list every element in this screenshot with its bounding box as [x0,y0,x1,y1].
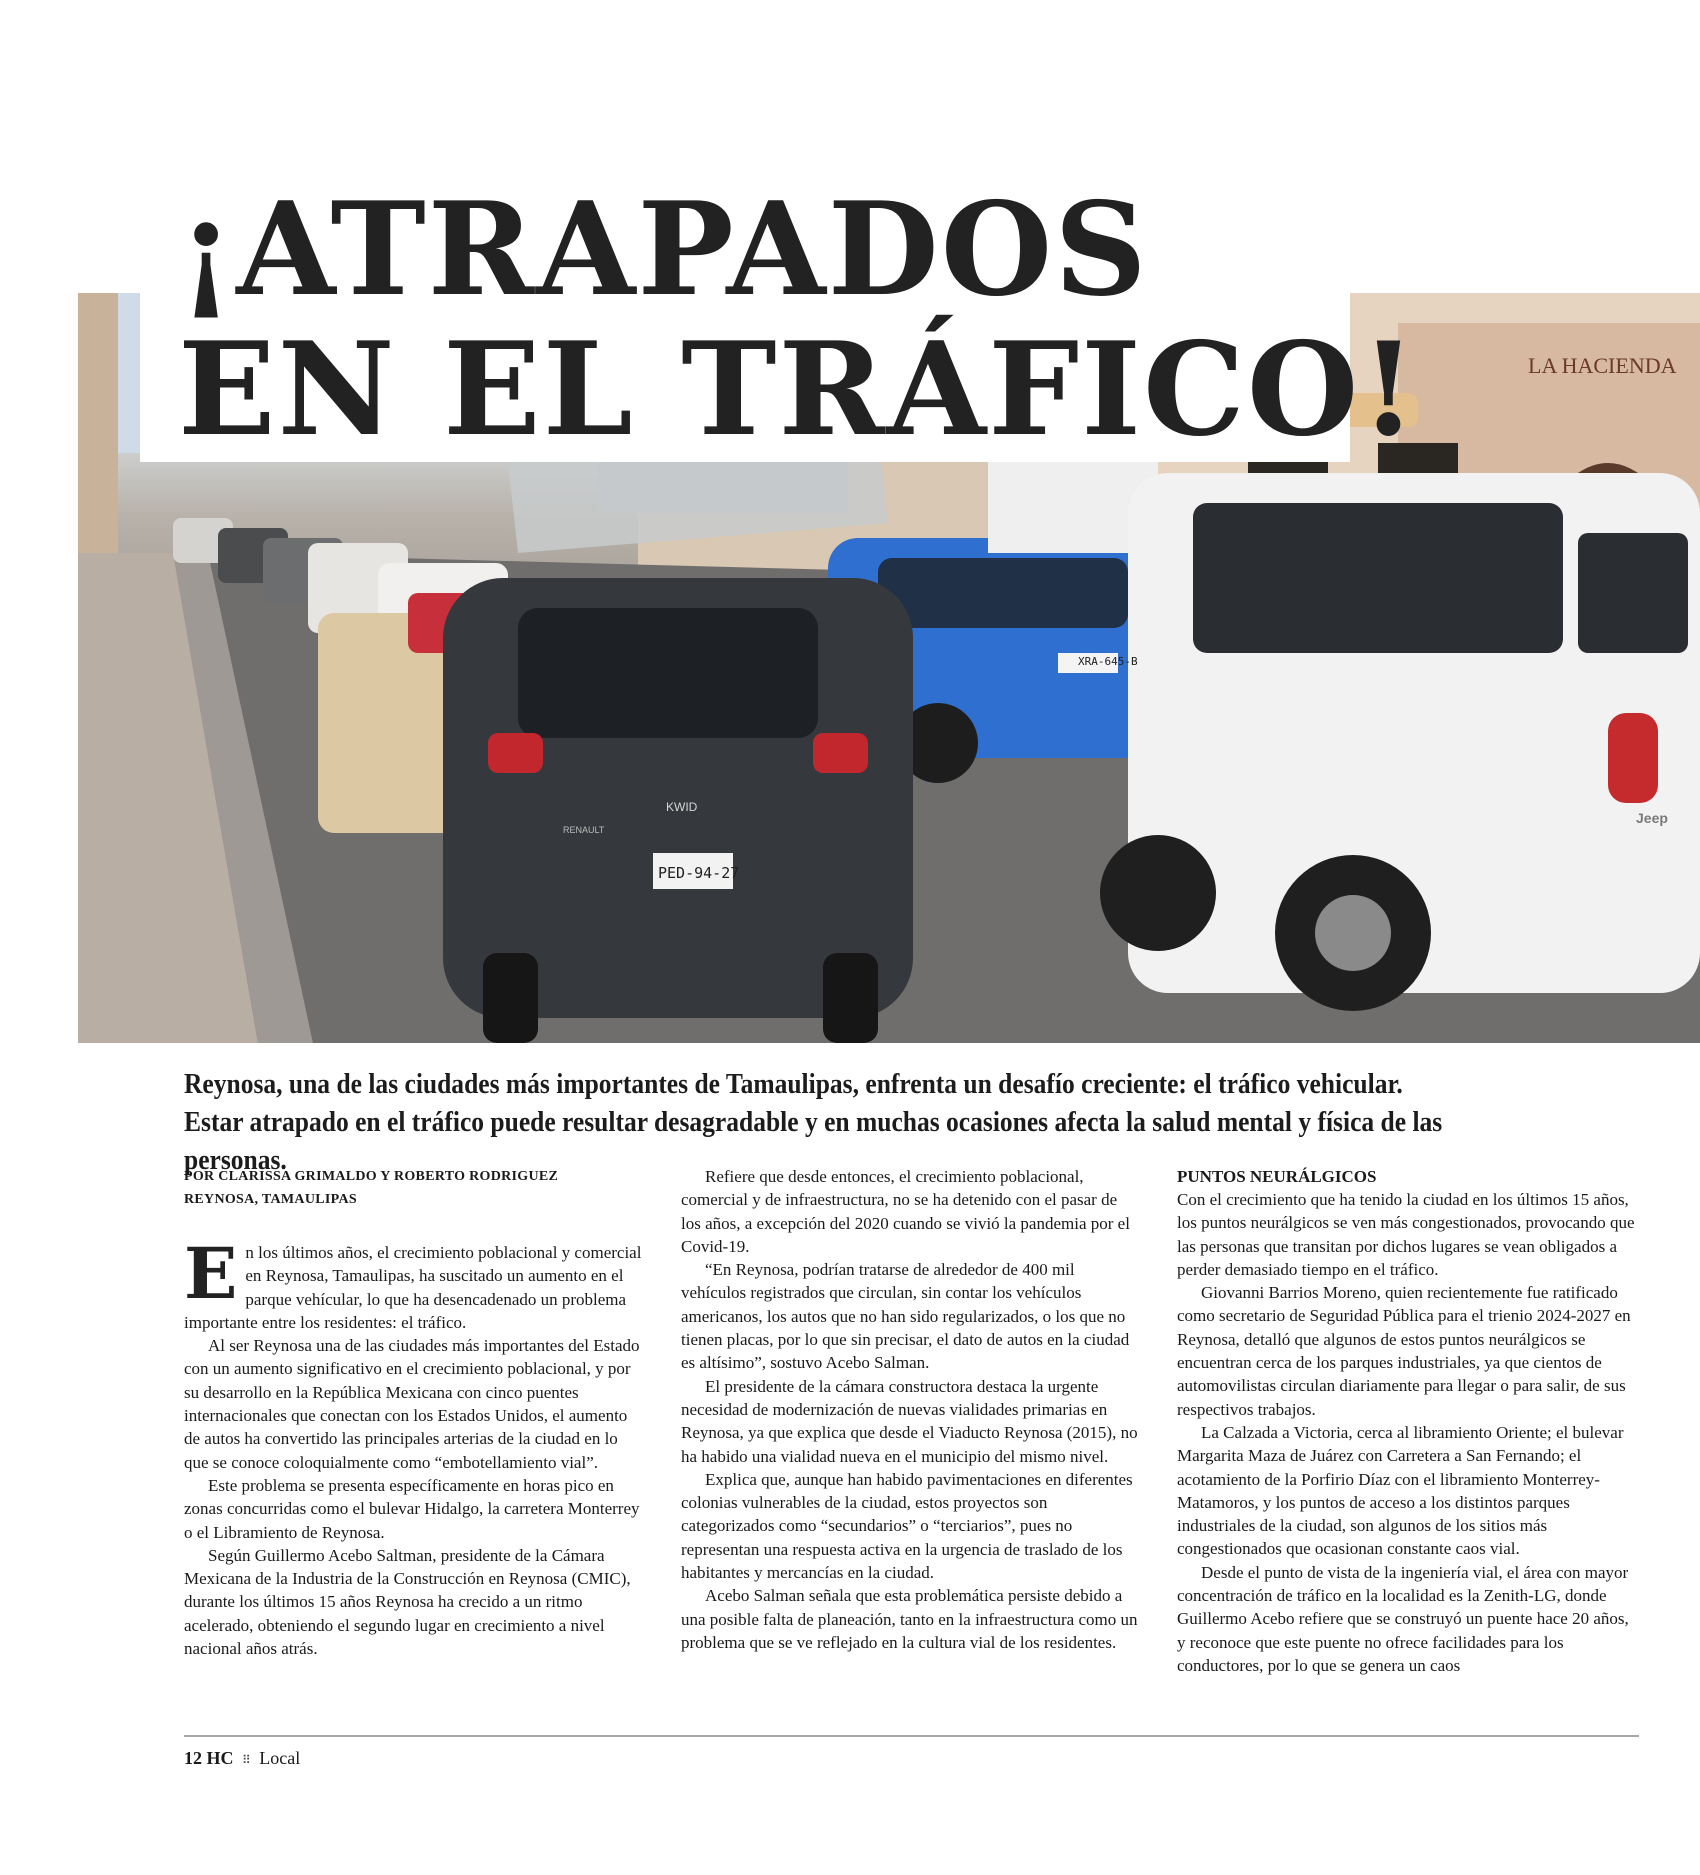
publication-name: HC [206,1748,234,1768]
article-column-1 [184,1165,644,1660]
paragraph: Según Guillermo Acebo Saltman, presidente de la Cámara Mexicana de la Industria de la Construcción en Reynosa (CMIC), durante los últimos 15 años Reynosa ha crecido a un ritmo acelerado, obteniendo el segundo lugar en crecimiento a nivel nacional años atrás. [184,1545,631,1659]
dropcap: E [184,1232,238,1315]
plate-front-car: PED-94-27 [658,864,740,882]
plate-blue-car: XRA-645-B [1078,655,1138,668]
byline [184,1165,644,1211]
hacienda-sign: LA HACIENDA [1528,353,1677,378]
paragraph: La Calzada a Victoria, cerca al libramiento Oriente; el bulevar Margarita Maza de Juárez con Carretera a San Fernando; el acotamiento de la Porfirio Díaz con el libramiento Monterrey-Matamoros, y los puntos de acceso a los distintos parques industriales de la ciudad, son algunos de los sitios más congestionados que ocasionan constante caos vial. [1177,1422,1624,1559]
renault-badge: RENAULT [563,825,605,835]
paragraph: Este problema se presenta específicamente en horas pico en zonas concurridas como el bulevar Hidalgo, la carretera Monterrey o el Libramiento de Reynosa. [184,1475,640,1542]
headline-line-1: ¡ATRAPADOS [178,175,1149,325]
paragraph: Giovanni Barrios Moreno, quien recientemente fue ratificado como secretario de Seguridad Pública para el trienio 2024-2027 en Reynosa, detalló que algunos de estos puntos neurálgicos se encuentran cerca de los parques industriales, ya que cientos de automovilistas circulan diariamente para llegar o para salir, de sus respectivos trabajos. [1177,1283,1631,1419]
footer-rule [184,1735,1639,1737]
paragraph: En los últimos años, el crecimiento poblacional y comercial en Reynosa, Tamaulipas, ha suscitado un aumento en el parque vehícular, lo que ha desencadenado un problema importante entre los residentes: el tráfico. [184,1232,642,1332]
paragraph: El presidente de la cámara constructora destaca la urgente necesidad de modernización de nuevas vialidades primarias en Reynosa, ya que explica que desde el Viaducto Reynosa (2015), no ha habido una vialidad nueva en el municipio del mismo nivel. [681,1376,1138,1466]
paragraph: “En Reynosa, podrían tratarse de alrededor de 400 mil vehículos registrados que circulan, sin contar los vehículos americanos, los autos que no han sido regularizados, o los que no tienen placas, por lo que sin precisar, el dato de autos en la ciudad es altísimo”, sostuvo Acebo Salman. [681,1260,1130,1373]
paragraph: Acebo Salman señala que esta problemática persiste debido a una posible falta de planeación, tanto en la infraestructura como un problema que se ve reflejado en la cultura vial de los residentes. [681,1586,1138,1652]
jeep-badge: Jeep [1636,810,1668,826]
separator-icon: ⠿ [242,1753,251,1767]
subhead: PUNTOS NEURÁLGICOS [1177,1167,1377,1186]
article-column-3 [1177,1165,1639,1677]
page-footer [184,1748,300,1769]
section-name: Local [259,1748,301,1768]
article-column-2 [681,1165,1141,1654]
byline-authors: POR CLARISSA GRIMALDO Y ROBERTO RODRIGUEZ [184,1169,559,1184]
headline-line-2: EN EL TRÁFICO! [178,315,1419,465]
headline [178,175,1419,465]
paragraph: Explica que, aunque han habido pavimentaciones en diferentes colonias vulnerables de la ciudad, estos proyectos son categorizados como “secundarios” o “terciarios”, pues no representan una respuesta activa en la urgencia de traslado de los habitantes y mercancías en la ciudad. [681,1469,1133,1583]
paragraph: Al ser Reynosa una de las ciudades más importantes del Estado con un aumento significativo en el crecimiento poblacional, y por su desarrollo en la República Mexicana con cinco puentes internacionales que conectan con los Estados Unidos, el aumento de autos ha convertido las principales arterias de la ciudad en lo que se conoce coloquialmente como “embotellamiento vial”. [184,1336,640,1472]
paragraph: Refiere que desde entonces, el crecimiento poblacional, comercial y de infraestructura, no se ha detenido con el pasar de los años, a excepción del 2020 cuando se vivió la pandemia por el Covid-19. [681,1167,1130,1256]
page-number: 12 [184,1748,202,1768]
deck: Reynosa, una de las ciudades más importantes de Tamaulipas, enfrenta un desafío creciente: el tráfico vehicular. Estar atrapado en el tráfico puede resultar desagradable y en muchas ocasiones afecta la salud mental y física de las personas. [184,1068,1443,1176]
byline-location: REYNOSA, TAMAULIPAS [184,1192,357,1207]
paragraph: Con el crecimiento que ha tenido la ciudad en los últimos 15 años, los puntos neurálgicos se ven más congestionados, provocando que las personas que transitan por dichos lugares se vean obligados a perder demasiado tiempo en el tráfico. [1177,1190,1635,1279]
paragraph: Desde el punto de vista de la ingeniería vial, el área con mayor concentración de tráfico en la localidad es la Zenith-LG, donde Guillermo Acebo refiere que se construyó un puente hace 20 años, y reconoce que este puente no ofrece facilidades para los conductores, por lo que se genera un caos [1177,1562,1629,1675]
kwid-badge: KWID [666,800,698,814]
